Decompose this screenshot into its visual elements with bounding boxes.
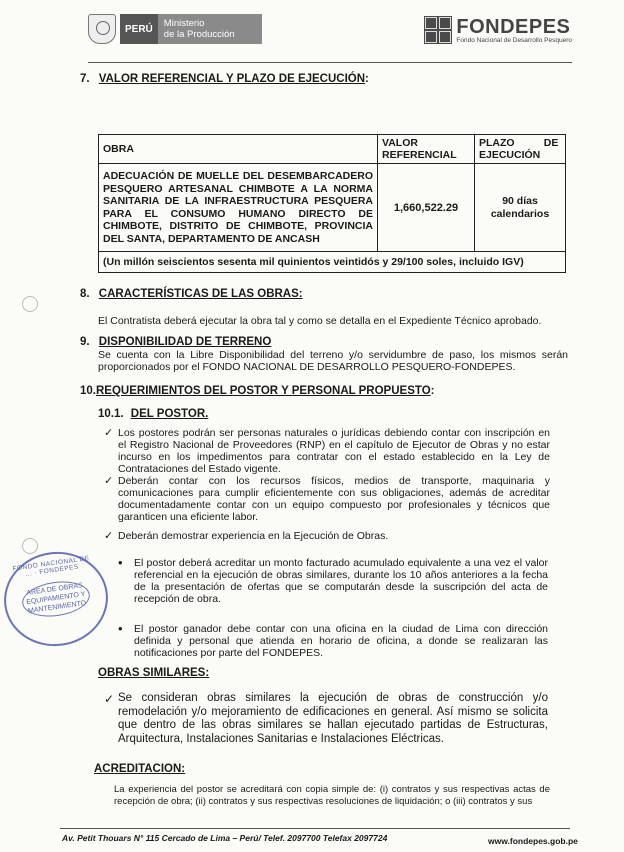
obras-similares-title: OBRAS SIMILARES: <box>98 667 210 679</box>
acreditacion-heading <box>94 763 185 775</box>
bullet-icon: • <box>118 621 123 636</box>
section-7-heading <box>80 73 369 85</box>
section-9-text: Se cuenta con la Libre Disponibilidad del terreno y/o servidumbre de paso, los mismos serán proporcionados por el FONDO NACIONAL DE DESARROLLO PESQUERO-FONDEPES. <box>98 349 568 373</box>
section-9-heading <box>80 336 271 348</box>
peru-label: PERÚ <box>120 14 158 44</box>
area-obras-stamp <box>0 545 114 653</box>
monto-en-letras: (Un millón seiscientos sesenta mil quinientos veintidós y 29/100 soles, incluido IGV) <box>99 252 566 273</box>
section-10-title: REQUERIMIENTOS DEL POSTOR Y PERSONAL PROPUESTO <box>96 385 431 397</box>
plazo-ejecucion: 90 días calendarios <box>475 164 566 252</box>
ministry-line-2: de la Producción <box>163 29 235 40</box>
section-7-colon: : <box>365 73 369 85</box>
list-item: El postor ganador debe contar con una oficina en la ciudad de Lima con dirección definida y personal que atienda en horario de oficina, a donde se realizaran las notificaciones por parte del FONDEPES. <box>134 623 548 659</box>
fondepes-subtitle: Fondo Nacional de Desarrollo Pesquero <box>456 36 572 44</box>
punch-hole <box>22 538 38 554</box>
section-10-1-heading <box>98 408 208 420</box>
section-10-colon: : <box>430 385 435 397</box>
fondepes-name: FONDEPES <box>456 15 571 38</box>
valor-referencial: 1,660,522.29 <box>378 164 475 252</box>
ministry-logo <box>88 13 262 45</box>
footer-divider <box>60 828 570 829</box>
ministry-label <box>158 14 262 44</box>
section-10-1-number: 10.1. <box>98 408 124 420</box>
peru-crest-icon <box>88 14 116 44</box>
stamp-inner-text: AREA DE OBRAS EQUIPAMIENTO Y MANTENIMIENTO <box>20 577 92 620</box>
section-8-title: CARACTERÍSTICAS DE LAS OBRAS: <box>98 288 303 300</box>
list-item: Deberán demostrar experiencia en la Ejecución de Obras. <box>118 530 389 542</box>
obra-description: ADECUACIÓN DE MUELLE DEL DESEMBARCADERO PESQUERO ARTESANAL CHIMBOTE A LA NORMA SANITARIA DE LA INFRAESTRUCTURA PESQUERA PARA EL CONSUMO HUMANO DIRECTO DE CHIMBOTE, DISTRITO DE CHIMBOTE, PROVINCIA DEL SANTA, DEPARTAMENTO DE ANCASH <box>99 164 378 252</box>
section-8-text: El Contratista deberá ejecutar la obra tal y como se detalla en el Expediente Técnico aprobado. <box>98 315 542 327</box>
section-7-number: 7. <box>80 73 90 85</box>
acreditacion-title: ACREDITACION: <box>94 763 186 775</box>
check-icon: ✓ <box>104 475 114 487</box>
obras-similares-heading <box>98 667 209 679</box>
ministry-line-1: Ministerio <box>163 18 205 29</box>
footer-address: Av. Petit Thouars N° 115 Cercado de Lima – Perú/ Telef. 2097700 Telefax 2097724 <box>62 833 388 843</box>
list-item: Los postores podrán ser personas naturales o jurídicas debiendo contar con inscripción en el Registro Nacional de Proveedores (RNP) en el capítulo de Ejecutor de Obras y no estar incurso en los impedimentos para contratar con el estado establecido en la Ley de Contrataciones del Estado vigente. <box>118 427 550 475</box>
check-icon: ✓ <box>104 692 115 706</box>
section-10-heading <box>80 385 434 397</box>
stamp-ring-text: FONDO NACIONAL DE ... · FONDEPES <box>12 554 90 578</box>
footer-website: www.fondepes.gob.pe <box>488 836 578 846</box>
fondepes-emblem-icon <box>424 16 452 44</box>
list-item: El postor deberá acreditar un monto facturado acumulado equivalente a una vez el valor referencial en la ejecución de obras similares, durante los 10 años anteriores a la fecha de la presentación de ofertas que se computarán desde la suscripción del acta de recepción de obra. <box>134 557 548 605</box>
obra-table <box>98 134 566 273</box>
section-8-number: 8. <box>80 288 90 300</box>
check-icon: ✓ <box>104 530 114 542</box>
punch-hole <box>22 296 38 312</box>
section-10-1-title: DEL POSTOR. <box>130 408 209 420</box>
table-row-amount <box>99 252 566 273</box>
list-item: Deberán contar con los recursos físicos, medios de transporte, maquinaria y comunicaciones para cumplir eficientemente con sus obligaciones, además de acreditar documentadamente contar con un equipo compuesto por profesionales y técnicos que garanticen una eficiente labor. <box>118 475 550 523</box>
section-10-number: 10. <box>80 385 96 397</box>
header-valor: VALOR REFERENCIAL <box>378 135 475 164</box>
section-9-number: 9. <box>80 336 90 348</box>
fondepes-logo <box>424 16 572 44</box>
header-divider <box>88 62 572 63</box>
obras-similares-text: Se consideran obras similares la ejecución de obras de construcción y/o remodelación y/o mejoramiento de edificaciones en general. Así mismo se solicita que dentro de las obras similares se hallan ejecutado partidas de Estructuras, Arquitectura, Instalaciones Sanitarias e Instalaciones Eléctricas. <box>118 692 548 745</box>
header-plazo: PLAZO DE EJECUCIÓN <box>475 135 566 164</box>
table-row <box>99 164 566 252</box>
acreditacion-text: La experiencia del postor se acreditará con copia simple de: (i) contratos y sus respectivas actas de recepción de obra; (ii) contratos y sus respectivas resoluciones de liquidación; o (iii) contratos y sus <box>114 784 550 807</box>
section-7-title: VALOR REFERENCIAL Y PLAZO DE EJECUCIÓN <box>98 73 366 85</box>
table-header-row <box>99 135 566 164</box>
bullet-icon: • <box>118 555 123 570</box>
check-icon: ✓ <box>104 427 114 439</box>
section-8-heading <box>80 288 303 300</box>
header-obra: OBRA <box>99 135 378 164</box>
section-9-title: DISPONIBILIDAD DE TERRENO <box>98 336 272 348</box>
